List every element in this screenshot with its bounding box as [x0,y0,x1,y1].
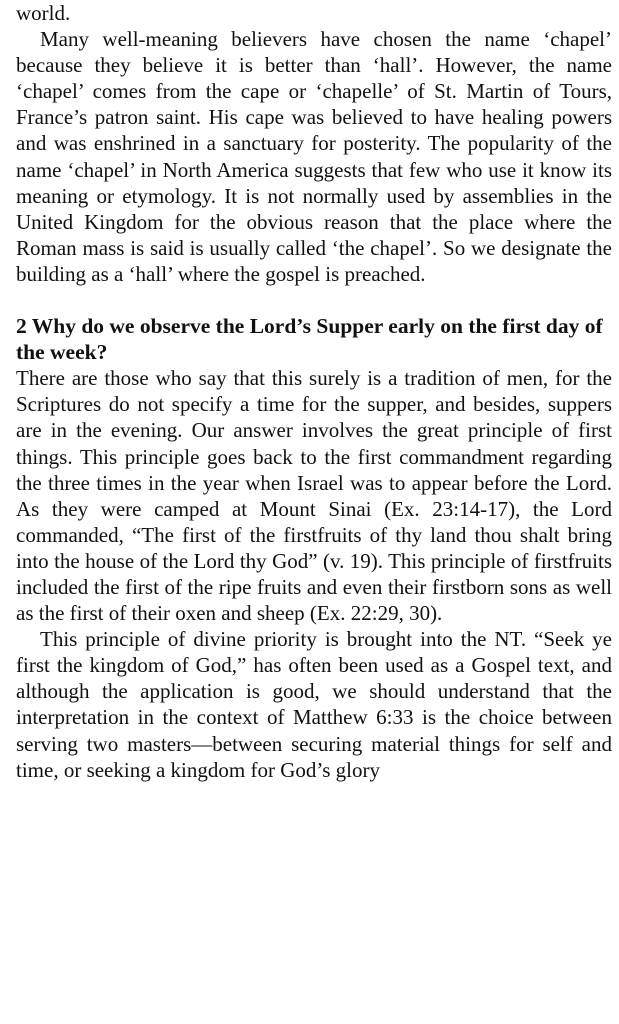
section-gap [16,287,612,313]
paragraph-chapel: Many well-meaning believers have chosen the name ‘chapel’ because they believe it is better than ‘hall’. However, the name ‘chapel’ comes from the cape or ‘chapelle’ of St. Martin of Tours, France’s patron saint. His cape was believed to have healing powers and was enshrined in a sanctuary for posterity. The popularity of the name ‘chapel’ in North America suggests that few who use it know its meaning or etymology. It is not normally used by assemblies in the United Kingdom for the obvious reason that the place where the Roman mass is said is usually called ‘the chapel’. So we designate the building as a ‘hall’ where the gospel is preached. [16,27,612,286]
paragraph-divine-priority: This principle of divine priority is brought into the NT. “Seek ye first the kingdom of God,” has often been used as a Gospel text, and although the application is good, we should understand that the interpretation in the context of Matthew 6:33 is the choice between serving two masters—between securing material things for self and time, or seeking a kingdom for God’s glory [16,627,612,782]
document-page [16,0,612,783]
section-heading-lords-supper: 2 Why do we observe the Lord’s Supper early on the first day of the week? [16,314,603,365]
fragment-line: world. [16,1,71,25]
paragraph-first-things: There are those who say that this surely is a tradition of men, for the Scriptures do not specify a time for the supper, and besides, suppers are in the evening. Our answer involves the great principle of first things. This principle goes back to the first commandment regarding the three times in the year when Israel was to appear before the Lord. As they were camped at Mount Sinai (Ex. 23:14-17), the Lord commanded, “The first of the firstfruits of thy land thou shalt bring into the house of the Lord thy God” (v. 19). This principle of firstfruits included the first of the ripe fruits and even their firstborn sons as well as the first of their oxen and sheep (Ex. 22:29, 30). [16,366,612,626]
